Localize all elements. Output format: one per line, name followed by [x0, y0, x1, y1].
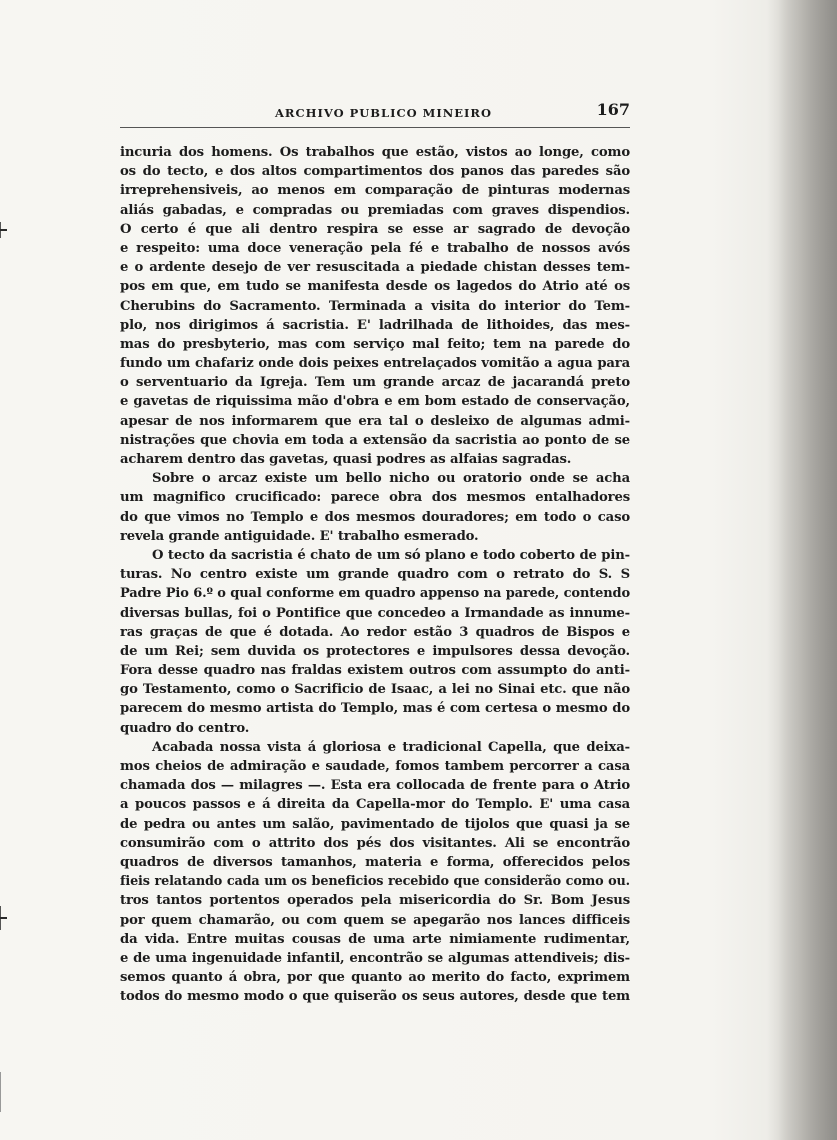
- text-line: de pedra ou antes um salão, pavimentado de tijolos que quasi ja se: [120, 816, 630, 832]
- text-line: Cherubins do Sacramento. Terminada a visita do interior do Tem-: [120, 298, 630, 314]
- body-text: [120, 143, 630, 1006]
- text-line: mas do presbyterio, mas com serviço mal feito; tem na parede do: [120, 336, 630, 352]
- text-line: acharem dentro das gavetas, quasi podres as alfaias sagradas.: [120, 452, 572, 467]
- text-line: os do tecto, e dos altos compartimentos dos panos das paredes são: [120, 164, 630, 180]
- text-line: da vida. Entre muitas cousas de uma arte nimiamente rudimentar,: [120, 931, 630, 947]
- text-line: e o ardente desejo de ver resuscitada a piedade chistan desses tem-: [120, 260, 630, 276]
- text-line: e de uma ingenuidade infantil, encontrão se algumas attendiveis; dis-: [120, 950, 630, 966]
- text-line: quadros de diversos tamanhos, materia e forma, offerecidos pelos: [120, 854, 630, 870]
- text-line: consumirão com o attrito dos pés dos visitantes. Ali se encontrão: [120, 835, 630, 851]
- text-line: um magnifico crucificado: parece obra dos mesmos entalhadores: [120, 490, 630, 506]
- text-line: turas. No centro existe um grande quadro com o retrato do S. S: [120, 567, 630, 583]
- text-line: de um Rei; sem duvida os protectores e impulsores dessa devoção.: [120, 643, 630, 659]
- text-line: nistrações que chovia em toda a extensão da sacristia ao ponto de se: [120, 432, 630, 448]
- text-line: todos do mesmo modo o que quiserão os seus autores, desde que tem: [120, 989, 630, 1005]
- text-line: Padre Pio 6.º o qual conforme em quadro appenso na parede, contendo: [120, 586, 630, 602]
- text-line: fundo um chafariz onde dois peixes entrelaçados vomitão a agua para: [120, 356, 630, 372]
- text-line: pos em que, em tudo se manifesta desde os lagedos do Atrio até os: [120, 279, 630, 295]
- text-line: diversas bullas, foi o Pontifice que concedeo a Irmandade as innume-: [120, 605, 630, 621]
- running-head: ARCHIVO PUBLICO MINEIRO: [275, 106, 492, 120]
- text-line: chamada dos — milagres —. Esta era collocada de frente para o Atrio: [120, 778, 630, 794]
- text-line: e respeito: uma doce veneração pela fé e trabalho de nossos avós: [120, 240, 630, 256]
- text-line: Acabada nossa vista á gloriosa e tradicional Capella, que deixa-: [152, 739, 630, 755]
- text-line: aliás gabadas, e compradas ou premiadas com graves dispendios.: [120, 202, 630, 218]
- text-line: tros tantos portentos operados pela misericordia do Sr. Bom Jesus: [120, 893, 630, 909]
- text-line: O tecto da sacristia é chato de um só plano e todo coberto de pin-: [152, 547, 630, 563]
- text-line: apesar de nos informarem que era tal o desleixo de algumas admi-: [120, 413, 630, 429]
- text-line: revela grande antiguidade. E' trabalho esmerado.: [120, 528, 479, 544]
- page-edge-shadow: [767, 0, 837, 1140]
- page-number: 167: [596, 100, 630, 119]
- text-line: a poucos passos e á direita da Capella-mor do Templo. E' uma casa: [120, 797, 630, 813]
- text-line: parecem do mesmo artista do Templo, mas é com certesa o mesmo do: [120, 701, 630, 717]
- text-line: do que vimos no Templo e dos mesmos douradores; em todo o caso: [120, 509, 630, 525]
- margin-mark: [0, 1072, 1, 1112]
- text-line: go Testamento, como o Sacrificio de Isaac, a lei no Sinai etc. que não: [120, 682, 630, 698]
- header-rule: [120, 127, 630, 128]
- text-line: por quem chamarão, ou com quem se apegarão nos lances difficeis: [120, 912, 630, 928]
- text-line: quadro do centro.: [120, 720, 250, 736]
- text-line: plo, nos dirigimos á sacristia. E' ladrilhada de lithoides, das mes-: [120, 317, 630, 333]
- text-line: Fora desse quadro nas fraldas existem outros com assumpto do anti-: [120, 663, 630, 679]
- text-line: semos quanto á obra, por que quanto ao merito do facto, exprimem: [120, 970, 630, 986]
- text-line: incuria dos homens. Os trabalhos que estão, vistos ao longe, como: [120, 145, 630, 160]
- text-line: mos cheios de admiração e saudade, fomos tambem percorrer a casa: [120, 759, 630, 774]
- text-line: ras graças de que é dotada. Ao redor estão 3 quadros de Bispos e: [120, 624, 630, 640]
- page-header: [120, 100, 630, 124]
- text-line: O certo é que ali dentro respira se esse ar sagrado de devoção: [120, 221, 630, 237]
- text-line: irreprehensiveis, ao menos em comparação de pinturas modernas: [120, 183, 630, 199]
- text-line: o serventuario da Igreja. Tem um grande arcaz de jacarandá preto: [120, 375, 630, 391]
- margin-tick: [0, 229, 7, 231]
- text-line: fieis relatando cada um os beneficios recebido que considerão como ou.: [120, 874, 630, 890]
- text-line: Sobre o arcaz existe um bello nicho ou oratorio onde se acha: [152, 471, 630, 487]
- text-line: e gavetas de riquissima mão d'obra e em bom estado de conservação,: [120, 394, 630, 410]
- margin-tick: [0, 917, 7, 919]
